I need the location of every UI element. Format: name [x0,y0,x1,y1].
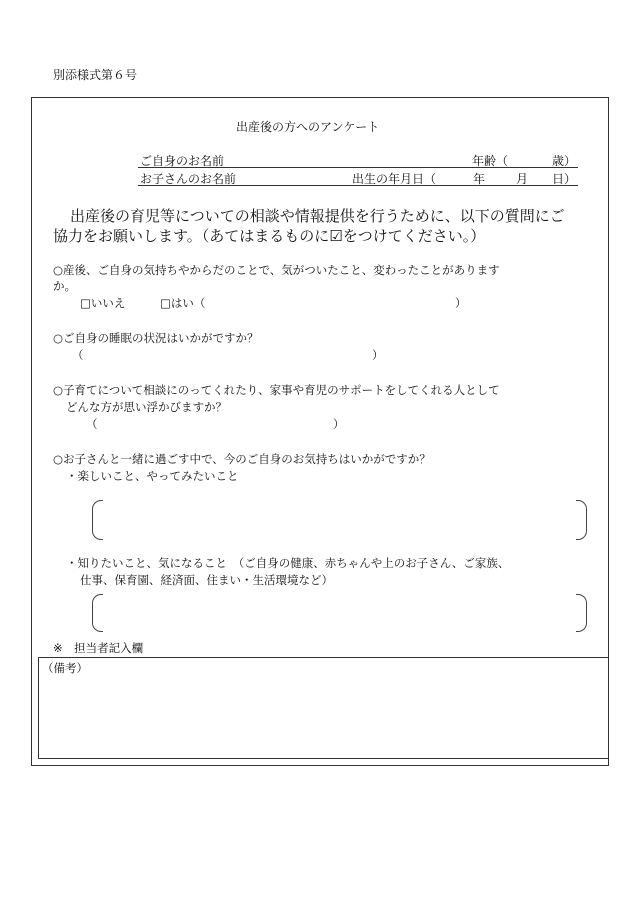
mother-name-label: ご自身のお名前 [140,154,225,168]
q2-close-paren: ） [372,348,384,362]
q4-sub-2-line-1: ・知りたいこと、気になること （ご自身の健康、赤ちゃんや上のお子さん、ご家族、 [66,556,510,570]
q4-sub-2-line-2: 仕事、保育園、経済面、住まい・生活環境など） [80,573,333,587]
q3-open-paren: （ [86,417,98,431]
q2-open-paren: （ [72,348,84,362]
q1-text-line-2: か。 [53,279,76,293]
q4-sub-1-open-bracket [92,500,103,540]
q2-text: ○ご自身の睡眠の状況はいかがですか？ [53,331,259,345]
q4-sub-1-close-bracket [576,500,587,540]
birth-date-label: 出生の年月日（ [352,172,437,186]
age-label: 年齢（ [472,154,509,168]
birth-month-label: 月 [516,172,529,186]
form-id: 別添様式第６号 [53,68,138,82]
q1-option-no[interactable]: □いいえ [80,296,126,310]
q1-option-yes[interactable]: □はい（ [160,296,206,310]
age-unit: 歳） [552,154,577,168]
q3-text-line-2: どんな方が思い浮かびますか？ [66,400,227,414]
child-name-label: お子さんのお名前 [140,172,237,186]
birth-year-label: 年 [473,172,486,186]
staff-heading: ※ 担当者記入欄 [53,641,144,655]
q4-sub-1: ・楽しいこと、やってみたいこと [66,469,239,483]
remarks-label: （備考） [42,661,88,675]
q1-text-line-1: ○産後、ご自身の気持ちやからだのことで、気がついたこと、変わったことがあります [53,263,500,277]
q4-sub-2-close-bracket [576,594,587,632]
intro-line-2: 協力をお願いします。（あてはまるものに☑をつけてください。） [53,227,486,245]
q4-sub-2-open-bracket [92,594,103,632]
name-underline [138,167,578,168]
intro-line-1: 出産後の育児等についての相談や情報提供を行うために、以下の質問にご [70,207,565,225]
form-title: 出産後の方へのアンケート [236,120,380,134]
q3-text-line-1: ○子育てについて相談にのってくれたり、家事や育児のサポートをしてくれる人として [53,383,500,397]
q1-close-paren: ） [455,296,467,310]
q4-text: ○お子さんと一緒に過ごす中で、今のご自身のお気持ちはいかがですか？ [53,452,431,466]
remarks-box[interactable] [38,657,609,759]
birth-day-label: 日） [552,172,577,186]
child-underline [138,185,578,186]
q3-close-paren: ） [333,417,345,431]
